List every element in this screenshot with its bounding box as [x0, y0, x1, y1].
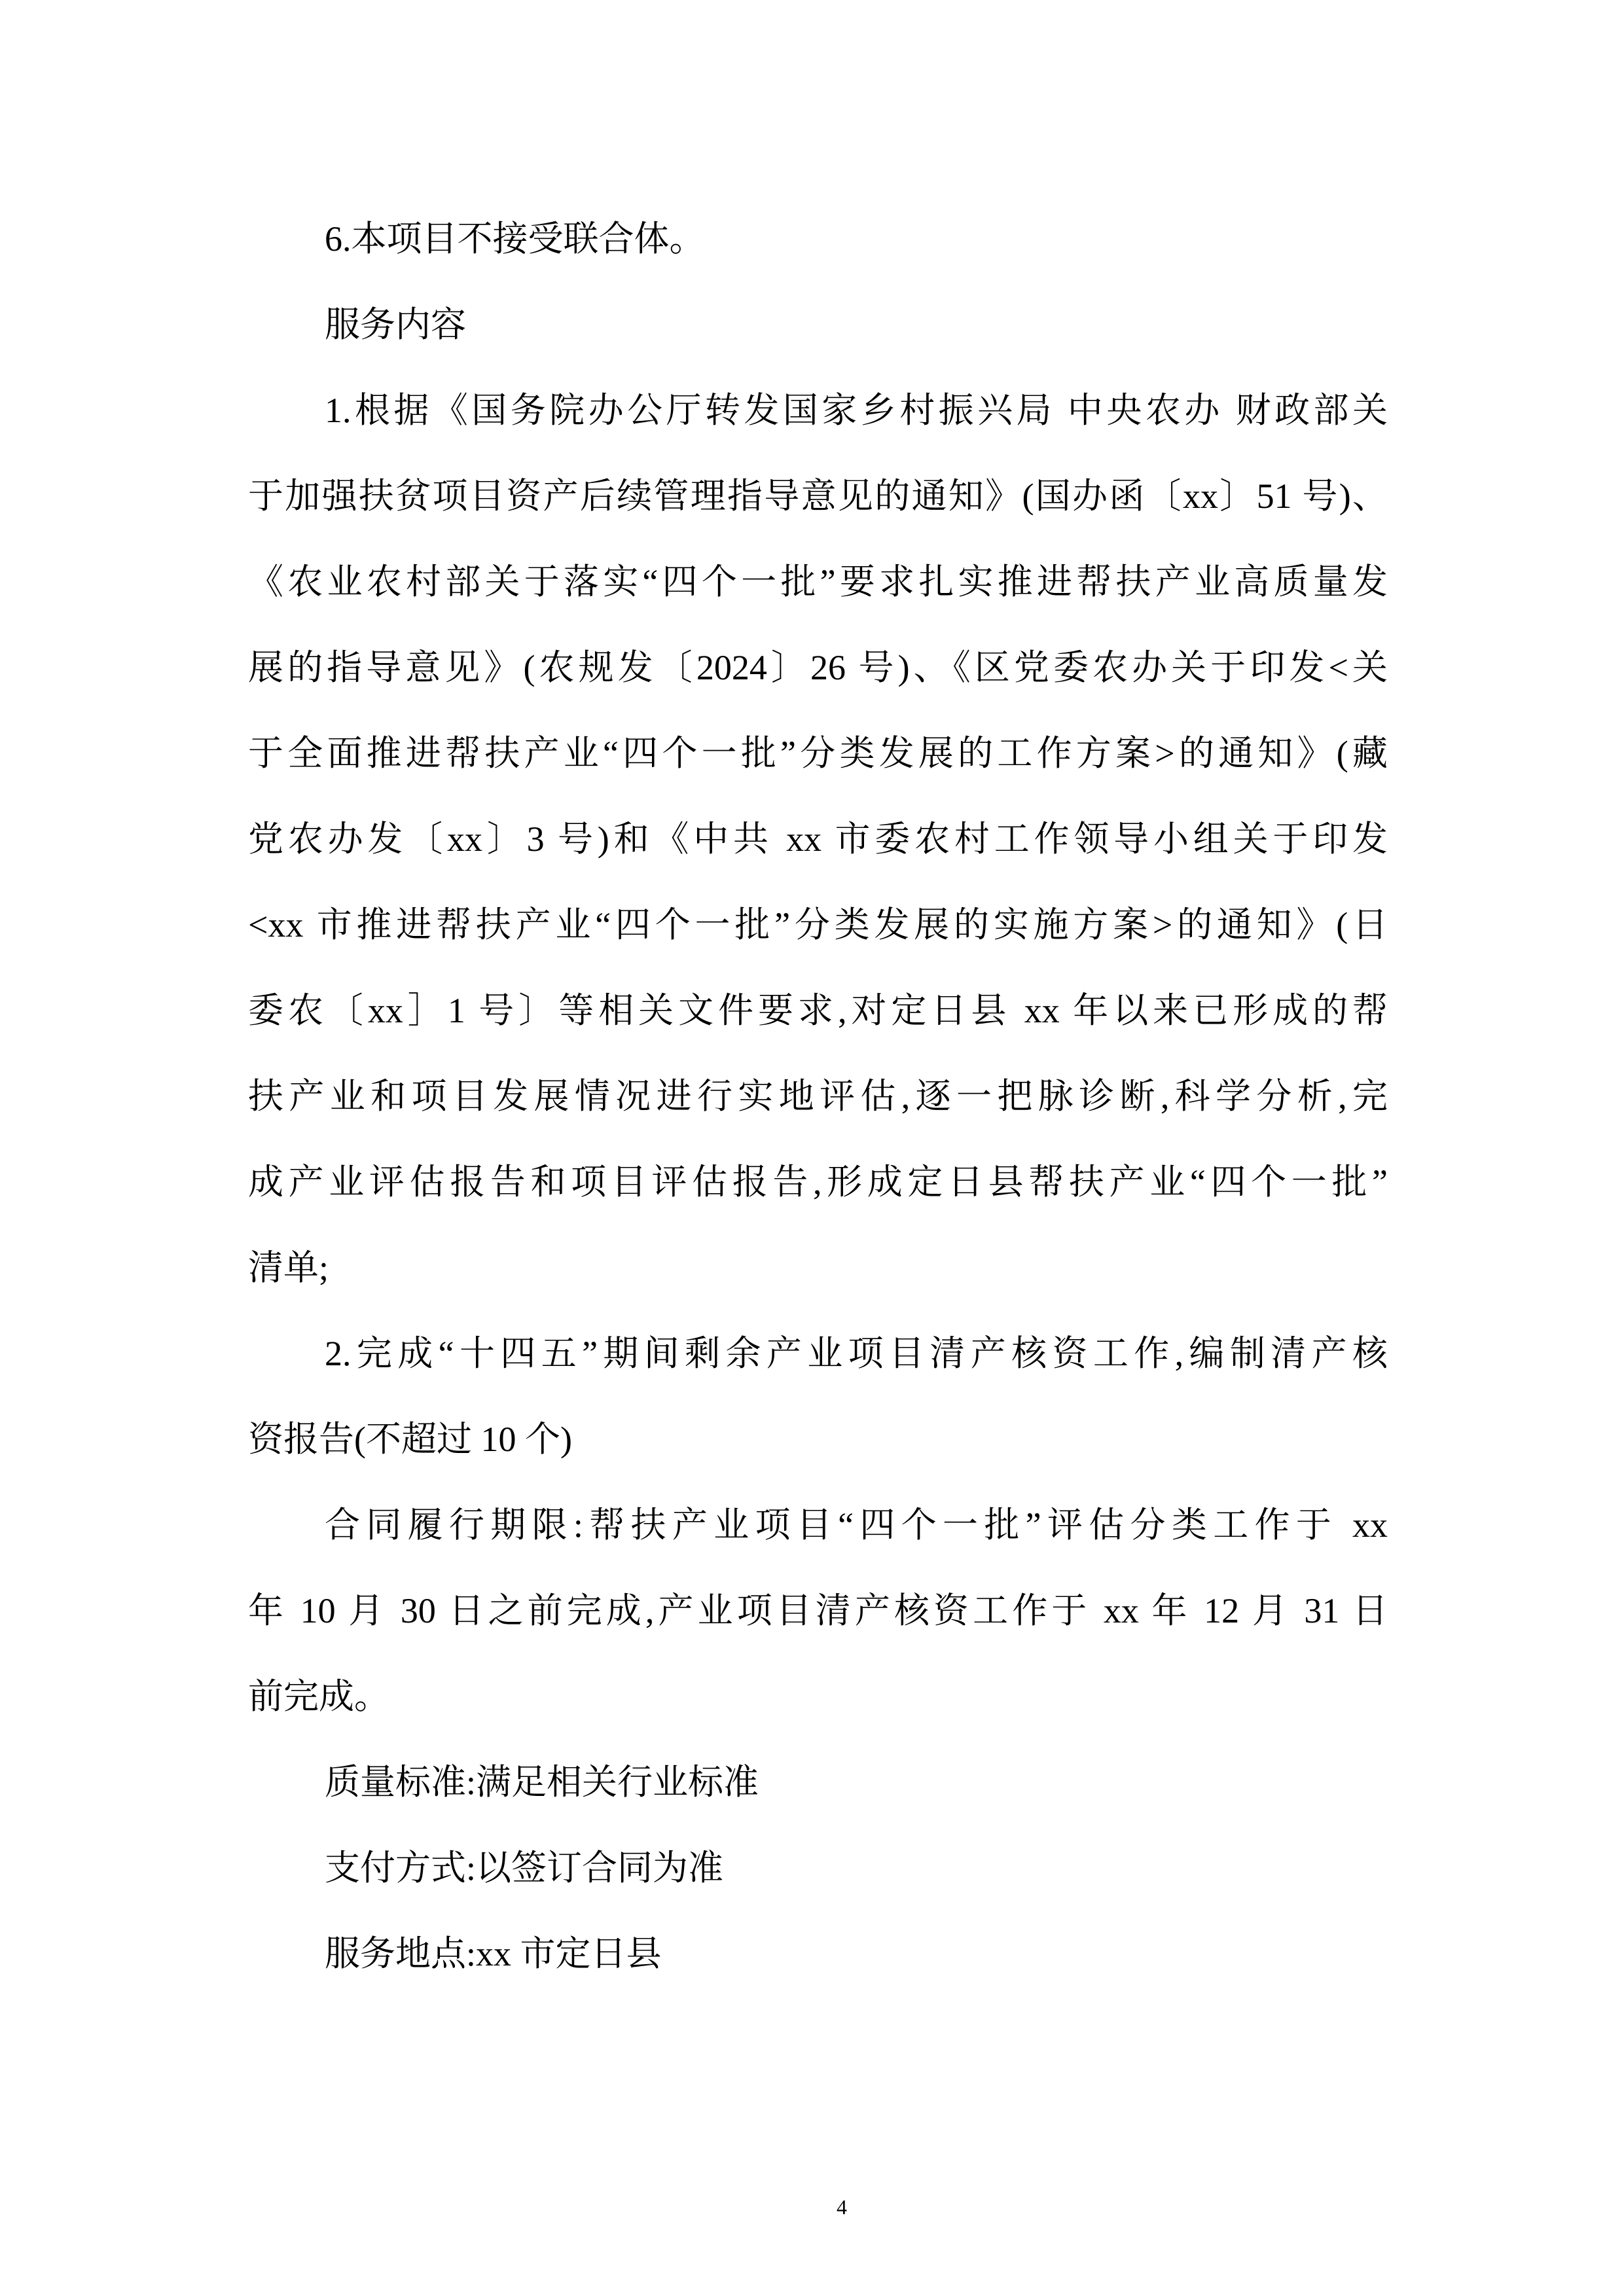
paragraph-line: 资报告(不超过 10 个) [248, 1420, 572, 1459]
paragraph-line: 年 10 月 30 日之前完成,产业项目清产核资工作于 xx 年 12 月 31 日 [248, 1591, 1388, 1630]
page-number: 4 [837, 2195, 847, 2219]
paragraph-line: 委农〔xx］1 号〕等相关文件要求,对定日县 xx 年以来已形成的帮 [248, 991, 1388, 1030]
paragraph-line: 展的指导意见》(农规发〔2024〕26 号)、《区党委农办关于印发<关 [248, 648, 1388, 687]
service-content-heading [248, 282, 1388, 368]
paragraph-line: 成产业评估报告和项目评估报告,形成定日县帮扶产业“四个一批” [248, 1162, 1388, 1202]
paragraph-line: 6.本项目不接受联合体。 [325, 219, 705, 259]
quality-standard-paragraph [248, 1740, 1388, 1825]
paragraph-line: 于全面推进帮扶产业“四个一批”分类发展的工作方案>的通知》(藏 [248, 734, 1388, 773]
paragraph-line: 2.完成“十四五”期间剩余产业项目清产核资工作,编制清产核 [325, 1334, 1388, 1373]
paragraph-line: 清单; [248, 1248, 329, 1287]
paragraph-line: 质量标准:满足相关行业标准 [325, 1763, 759, 1802]
document-body [248, 196, 1388, 1997]
contract-period-paragraph [248, 1482, 1388, 1740]
paragraph-line: 于加强扶贫项目资产后续管理指导意见的通知》(国办函〔xx〕51 号)、 [248, 476, 1388, 516]
service-item-2-paragraph [248, 1311, 1388, 1482]
paragraph-line: 前完成。 [248, 1677, 389, 1716]
service-location-paragraph [248, 1911, 1388, 1997]
paragraph-line: 合同履行期限:帮扶产业项目“四个一批”评估分类工作于 xx [325, 1505, 1388, 1545]
paragraph-line: 支付方式:以签订合同为准 [325, 1848, 724, 1888]
paragraph-line: <xx 市推进帮扶产业“四个一批”分类发展的实施方案>的通知》(日 [248, 905, 1388, 944]
service-item-1-paragraph [248, 368, 1388, 1311]
paragraph-line: 1.根据《国务院办公厅转发国家乡村振兴局 中央农办 财政部关 [325, 391, 1388, 430]
paragraph-line: 《农业农村部关于落实“四个一批”要求扎实推进帮扶产业高质量发 [248, 562, 1388, 601]
paragraph-line: 服务地点:xx 市定日县 [325, 1934, 662, 1973]
payment-method-paragraph [248, 1825, 1388, 1911]
paragraph-line: 扶产业和项目发展情况进行实地评估,逐一把脉诊断,科学分析,完 [248, 1077, 1388, 1116]
item-6-paragraph [248, 196, 1388, 282]
paragraph-line: 党农办发〔xx〕3 号)和《中共 xx 市委农村工作领导小组关于印发 [248, 819, 1388, 859]
paragraph-line: 服务内容 [325, 305, 466, 344]
